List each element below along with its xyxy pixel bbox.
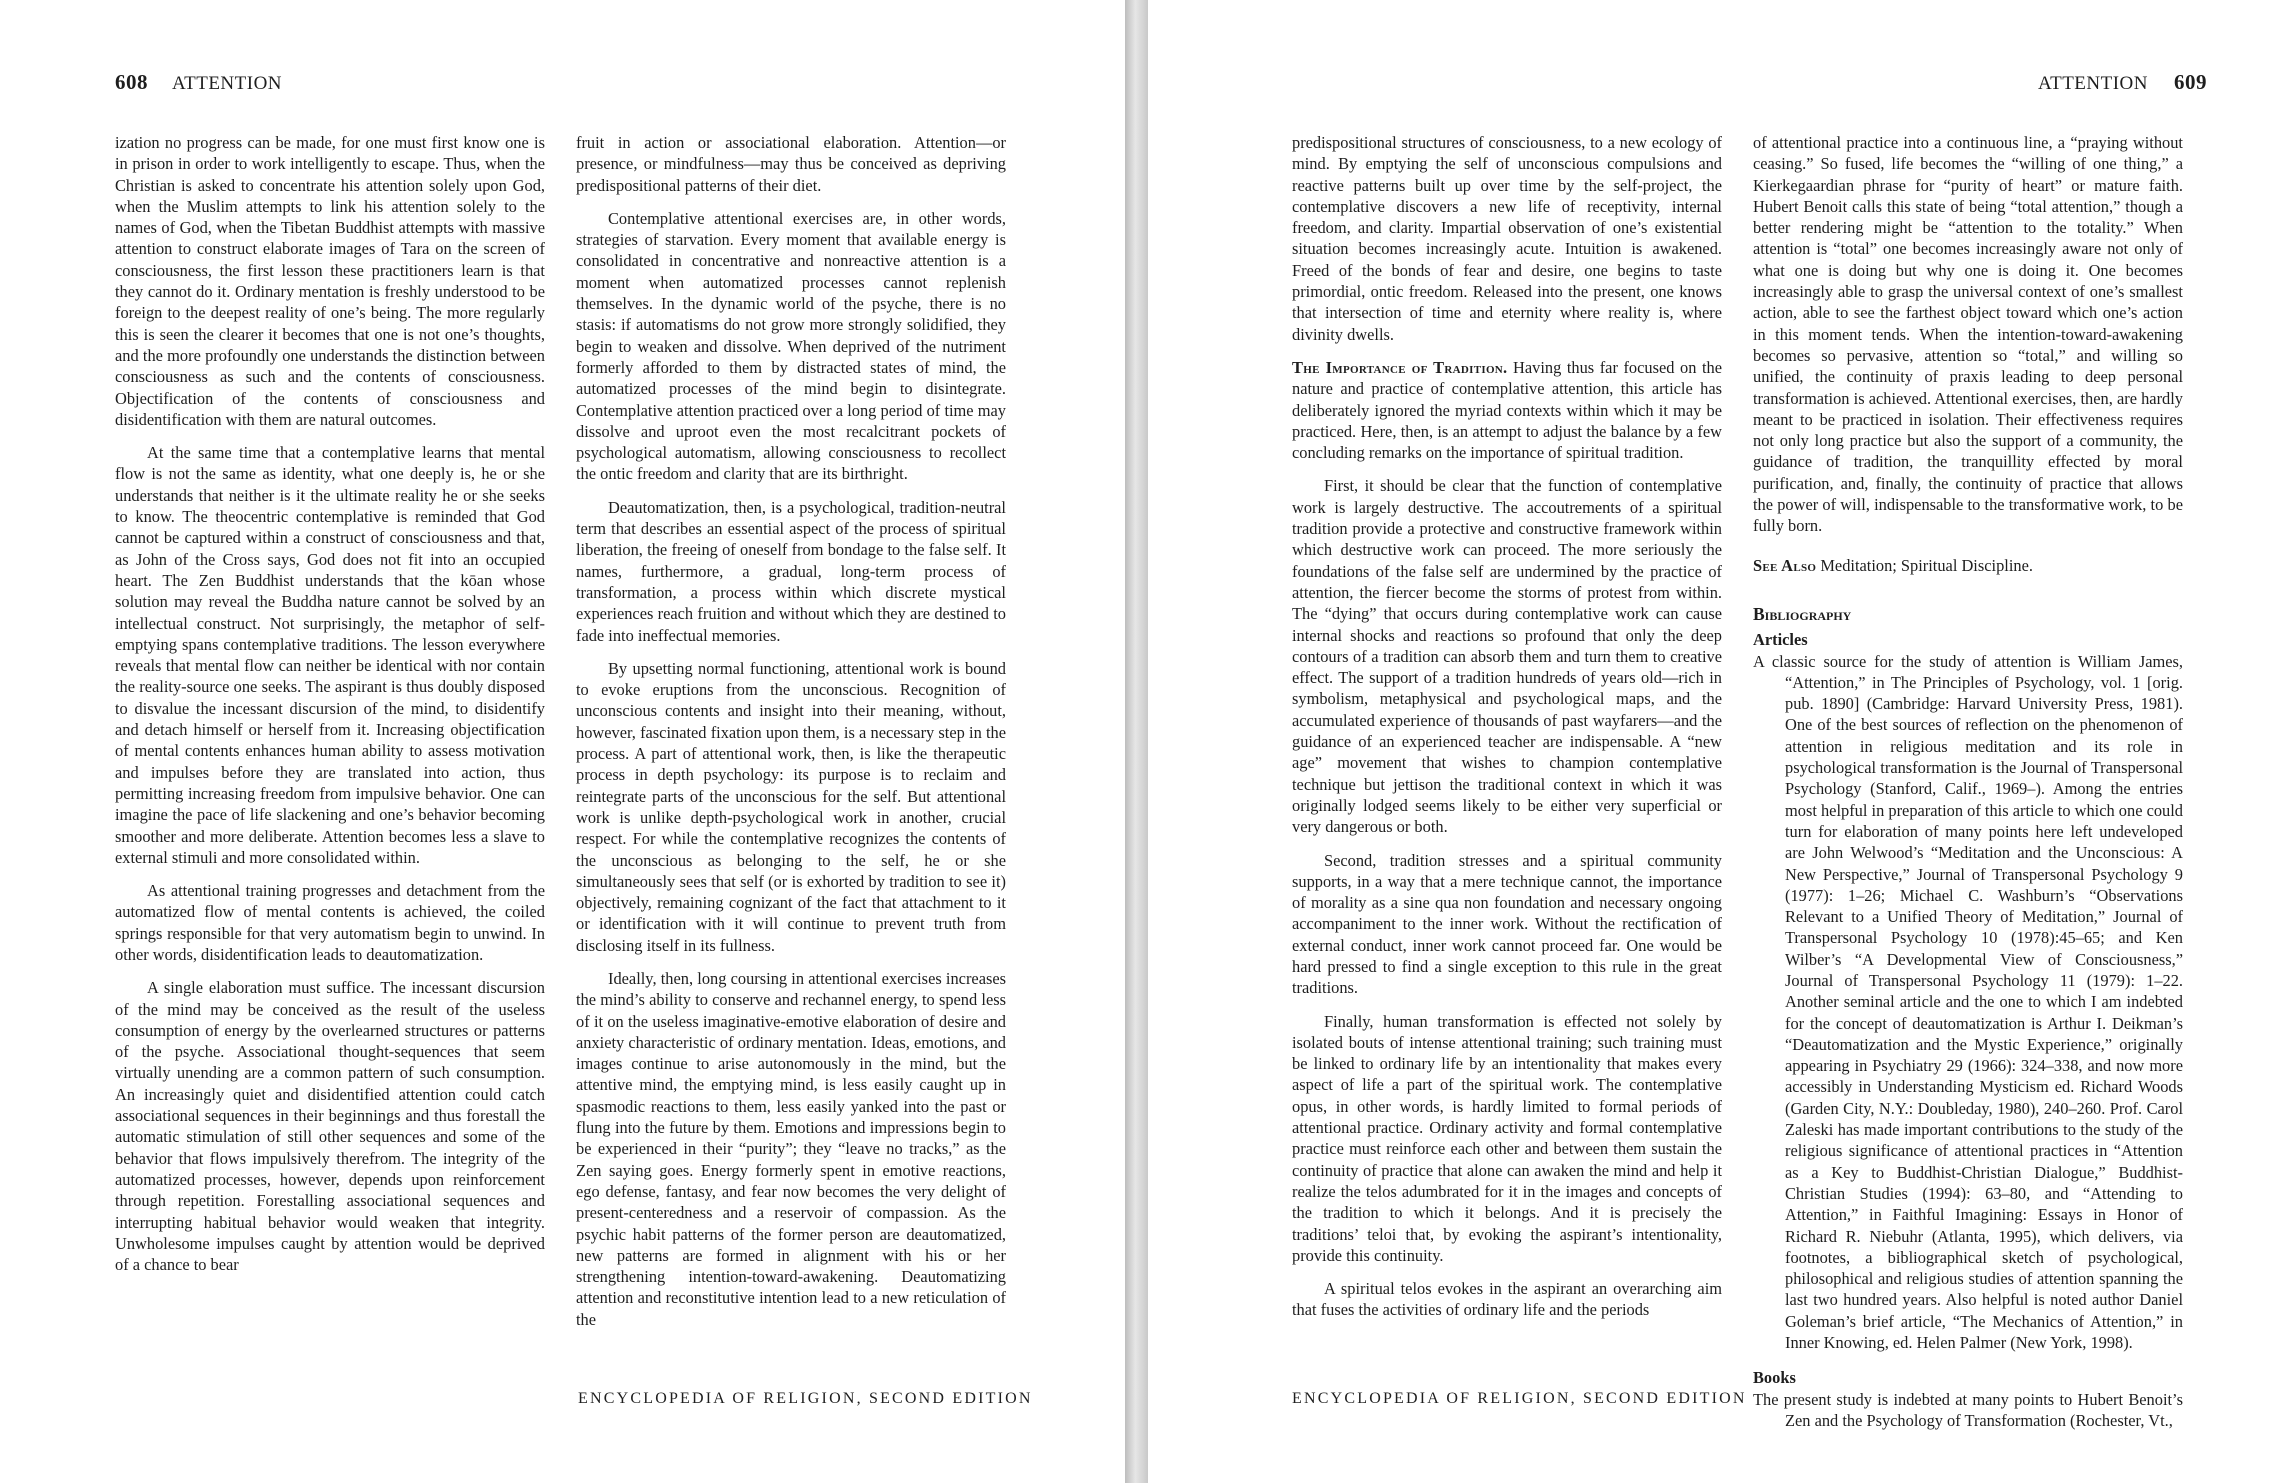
see-also-label: See Also (1753, 555, 1817, 575)
books-entry: The present study is indebted at many points to Hubert Benoit’s Zen and the Psychology of Transformation (Rochester, Vt., (1753, 1389, 2183, 1430)
paragraph-text: Having thus far focused on the nature and practice of contemplative attention, this article has deliberately ignored the myriad contexts within which it may be practiced. Here, then, is an attempt to adjust the balance by a few concluding remarks on the importance of spiritual tradition. (1292, 357, 1722, 463)
paragraph: A single elaboration must suffice. The incessant discursion of the mind may be conceived as the result of the useless consumption of energy by the overlearned structures or patterns of the psyche. Associational thought-sequences that seem virtually unending are a common pattern of such consumption. An increasingly quiet and disidentified attention could catch associational sequences in their beginnings and thus forestall the automatic stimulation of still other sequences and some of the behavior that flows impulsively therefrom. The integrity of the automatized processes, however, depends upon reinforcement through repetition. Forestalling associational sequences and interrupting habitual behavior would weaken that integrity. Unwholesome impulses caught by attention would be deprived of a chance to bear (115, 978, 545, 1275)
footer-right: ENCYCLOPEDIA OF RELIGION, SECOND EDITION (1292, 1390, 1747, 1407)
book-gutter (1125, 0, 1148, 1483)
paragraph: predispositional structures of consciousness, to a new ecology of mind. By emptying the self of unconscious compulsions and reactive patterns built up over time by the self-project, the contemplative discovers a new life of receptivity, internal freedom, and clarity. Impartial observation of one’s existential situation becomes increasingly acute. Intuition is awakened. Freed of the bonds of fear and desire, one begins to taste primordial, ontic freedom. Released into the present, one knows that intersection of time and eternity where reality is, where divinity dwells. (1292, 133, 1722, 344)
text-column-4 (1753, 132, 2183, 1431)
text-column-2 (576, 132, 1006, 1342)
paragraph: Second, tradition stresses and a spiritual community supports, in a way that a mere technique cannot, the importance of morality as a sine qua non foundation and necessary ongoing accompaniment to the inner work. Without the rectification of external conduct, inner work cannot proceed far. One would be hard pressed to find a single exception to this rule in the great traditions. (1292, 850, 1722, 998)
paragraph: fruit in action or associational elaboration. Attention—or presence, or mindfulness—may thus be conceived as depriving predispositional patterns of their diet. (576, 133, 1006, 195)
bibliography-heading: Bibliography (1753, 603, 1852, 624)
paragraph: First, it should be clear that the function of contemplative work is largely destructive. The accoutrements of a spiritual tradition provide a protective and constructive framework within which destructive work can proceed. The more seriously the foundations of the false self are undermined by the practice of attention, the fiercer become the storms of protest from within. The “dying” that occurs during contemplative work can cause internal shocks and reactions so profound that only the deep contours of a tradition can absorb them and turn them to creative effect. The support of a tradition hundreds of years old—rich in symbolism, metaphysical and psychological maps, and the accumulated experience of thousands of past wayfarers—and the guidance of an experienced teacher are indispensable. A “new age” movement that wishes to champion contemplative technique but jettison the traditional context in which it was originally lodged seems likely to be either very superficial or very dangerous or both. (1292, 476, 1722, 837)
paragraph: of attentional practice into a continuous line, a “praying without ceasing.” So fused, life becomes the “willing of one thing,” a Kierkegaardian phrase for “purity of heart” or mature faith. Hubert Benoit calls this state of being “total attention,” though a better rendering might be “attention to the totality.” When attention is “total” one becomes increasingly aware not only of what one is doing but why one is doing it. One becomes increasingly able to grasp the universal context of one’s smallest action, able to see the farthest object toward which one’s action in this moment tends. When the intention-toward-awakening becomes so pervasive, attention so “total,” and willing so unified, the continuity of praxis leading to deep personal transformation is achieved. Attentional exercises, then, are hardly meant to be practiced in isolation. Their effectiveness requires not only long practice but also the support of a community, the guidance of tradition, the tranquillity effected by moral purification, and, finally, the continuity of practice that allows the power of will, indispensable to the transformative work, to be fully born. (1753, 133, 2183, 536)
paragraph: By upsetting normal functioning, attentional work is bound to evoke eruptions from the unconscious. Recognition of unconscious contents and insight into their meaning, without, however, fascinated fixation upon them, is a necessary step in the process. A part of attentional work, then, is like the therapeutic process in depth psychology: its purpose is to reclaim and reintegrate parts of the unconscious for the self. But attentional work is unlike depth-psychological work in another, crucial respect. For while the contemplative recognizes the contents of the unconscious as belonging to the self, he or she simultaneously sees that self (or is exhorted by tradition to see it) objectively, remaining cognizant of the fact that attachment to it or identification with it will continue to prevent truth from disclosing itself in its fullness. (576, 658, 1006, 955)
text-column-1 (115, 132, 545, 1287)
see-also-text: Meditation; Spiritual Discipline. (1820, 555, 2033, 575)
books-heading: Books (1753, 1368, 1796, 1388)
page-number-left: 608 (115, 70, 148, 94)
paragraph: As attentional training progresses and detachment from the automatized flow of mental contents is achieved, the coiled springs responsible for that very automatism begin to unwind. In other words, disidentification leads to deautomatization. (115, 881, 545, 964)
left-page (0, 0, 1125, 1483)
running-head-title-right: ATTENTION (2037, 73, 2148, 94)
articles-entry: A classic source for the study of attention is William James, “Attention,” in The Principles of Psychology, vol. 1 [orig. pub. 1890] (Cambridge: Harvard University Press, 1981). One of the best sources of reflection on the phenomenon of attention in religious meditation and its role in psychological transformation is the Journal of Transpersonal Psychology (Stanford, Calif., 1969–). Among the entries most helpful in preparation of this article to which one could turn for elaboration of many points here left undeveloped are John Welwood’s “Meditation and the Unconscious: A New Perspective,” Journal of Transpersonal Psychology 9 (1977): 1–26; Michael C. Washburn’s “Observations Relevant to a Unified Theory of Meditation,” Journal of Transpersonal Psychology 10 (1978):45–65; and Ken Wilber’s “A Developmental View of Consciousness,” Journal of Transpersonal Psychology 11 (1979): 1–22. Another seminal article and the one to which I am indebted for the concept of deautomatization is Arthur I. Deikman’s “Deautomatization and the Mystic Experience,” originally appearing in Psychiatry 29 (1966): 324–338, and now more accessibly in Understanding Mysticism ed. Richard Woods (Garden City, N.Y.: Doubleday, 1980), 240–260. Prof. Carol Zaleski has made important contributions to the study of the religious significance of attentional practices in “Attention as a Key to Buddhist-Christian Dialogue,” Buddhist-Christian Studies (1994): 63–80, and “Attending to Attention,” in Faithful Imagining: Essays in Honor of Richard R. Niebuhr (Atlanta, 1995), which delivers, via footnotes, a bibliographical sketch of psychological, philosophical and religious studies of attention spanning the last two hundred years. Also helpful is noted author Daniel Goleman’s brief article, “The Mechanics of Attention,” in Inner Knowing, ed. Helen Palmer (New York, 1998). (1753, 651, 2183, 1353)
see-also (1753, 555, 2183, 576)
paragraph: ization no progress can be made, for one must first know one is in prison in order to work intelligently to escape. Thus, when the Christian is asked to concentrate his attention solely upon God, when the Muslim attempts to link his attention solely to the names of God, when the Tibetan Buddhist attempts with massive attention to construct elaborate images of Tara on the screen of consciousness, the first lesson these practitioners learn is that they cannot do it. Ordinary mentation is freshly understood to be foreign to the deepest reality of one’s being. The more regularly this is seen the clearer it becomes that one is not one’s thoughts, and the more profoundly one understands the distinction between consciousness as such and the contents of consciousness. Objectification of the contents of consciousness and disidentification with them are natural outcomes. (115, 133, 545, 429)
running-head-left (115, 70, 282, 95)
paragraph: At the same time that a contemplative learns that mental flow is not the same as identity, what one deeply is, he or she understands that neither is it the ultimate reality he or she seeks to know. The theocentric contemplative is reminded that God cannot be captured within a construct of consciousness and that, as John of the Cross says, God does not fit into an occupied heart. The Zen Buddhist understands that the kōan whose solution may reveal the Buddha nature cannot be solved by an intellectual construct. Not surprisingly, the metaphor of self-emptying spans contemplative traditions. The lesson everywhere reveals that mental flow can neither be identical with nor contain the reality-source one seeks. The aspirant is thus doubly disposed to disvalue the incessant discursion of the mind, to disidentify and detach himself or herself from it. Increasing objectification of mental contents enhances human ability to assess motivation and impulses before they are translated into action, thus permitting increasing freedom from impulsive behavior. One can imagine the pace of life slackening and one’s behavior becoming smoother and more deliberate. Attention becomes less a slave to external stimuli and more consolidated within. (115, 443, 545, 867)
section-heading: The Importance of Tradition. (1292, 357, 1508, 377)
running-head-right (2038, 70, 2207, 95)
paragraph: A spiritual telos evokes in the aspirant an overarching aim that fuses the activities of ordinary life and the periods (1292, 1279, 1722, 1320)
articles-heading: Articles (1753, 630, 1808, 650)
section-paragraph (1292, 357, 1722, 463)
page-number-right: 609 (2174, 70, 2207, 94)
paragraph: Ideally, then, long coursing in attentional exercises increases the mind’s ability to conserve and rechannel energy, to spend less of it on the useless imaginative-emotive elaboration of desire and anxiety characteristic of ordinary mentation. Ideas, emotions, and images continue to arise autonomously in the mind, but the attentive mind, the emptying mind, is less easily caught up in spasmodic reactions to them, less easily yanked into the past or flung into the future by them. Emotions and impressions begin to be experienced in their “purity”; they “leave no tracks,” as the Zen saying goes. Energy formerly spent in emotive reactions, ego defense, fantasy, and fear now becomes the very delight of present-centeredness and a reservoir of compassion. As the psychic habit patterns of the former person are deautomatized, new patterns are formed in alignment with his or her strengthening intention-toward-awakening. Deautomatizing attention and reconstitutive intention lead to a new reticulation of the (576, 968, 1006, 1329)
text-column-3 (1292, 132, 1722, 1333)
paragraph: Contemplative attentional exercises are, in other words, strategies of starvation. Every moment that available energy is consolidated in concentrative and nonreactive attention is a moment when automatized processes cannot replenish themselves. In the dynamic world of the psyche, there is no stasis: if automatisms do not grow more strongly solidified, they begin to weaken and dissolve. When deprived of the nutriment formerly afforded to them by distracted states of mind, the automatized processes of the mind begin to disintegrate. Contemplative attention practiced over a long period of time may dissolve and uproot even the most recalcitrant pockets of psychological automatism, allowing consciousness to recollect the ontic freedom and clarity that are its birthright. (576, 208, 1006, 484)
running-head-title-left: ATTENTION (172, 73, 283, 94)
paragraph: Finally, human transformation is effected not solely by isolated bouts of intense attentional training; such training must be linked to ordinary life by an intentionality that makes every aspect of life a part of the spiritual work. The contemplative opus, in other words, is hardly limited to formal periods of attentional practice. Ordinary activity and formal contemplative practice must reinforce each other and between them sustain the continuity of practice that alone can awaken the mind and help it realize the telos adumbrated for it in the images and concepts of the tradition to which it belongs. And it is precisely the traditions’ teloi that, by evoking the aspirant’s intentionality, provide this continuity. (1292, 1011, 1722, 1265)
footer-left: ENCYCLOPEDIA OF RELIGION, SECOND EDITION (578, 1390, 1033, 1407)
paragraph: Deautomatization, then, is a psychological, tradition-neutral term that describes an essential aspect of the process of spiritual liberation, the freeing of oneself from bondage to the false self. It names, furthermore, a gradual, long-term process of transformation, a process within which discrete mystical experiences reach fruition and without which they are destined to fade into ineffectual memories. (576, 497, 1006, 645)
